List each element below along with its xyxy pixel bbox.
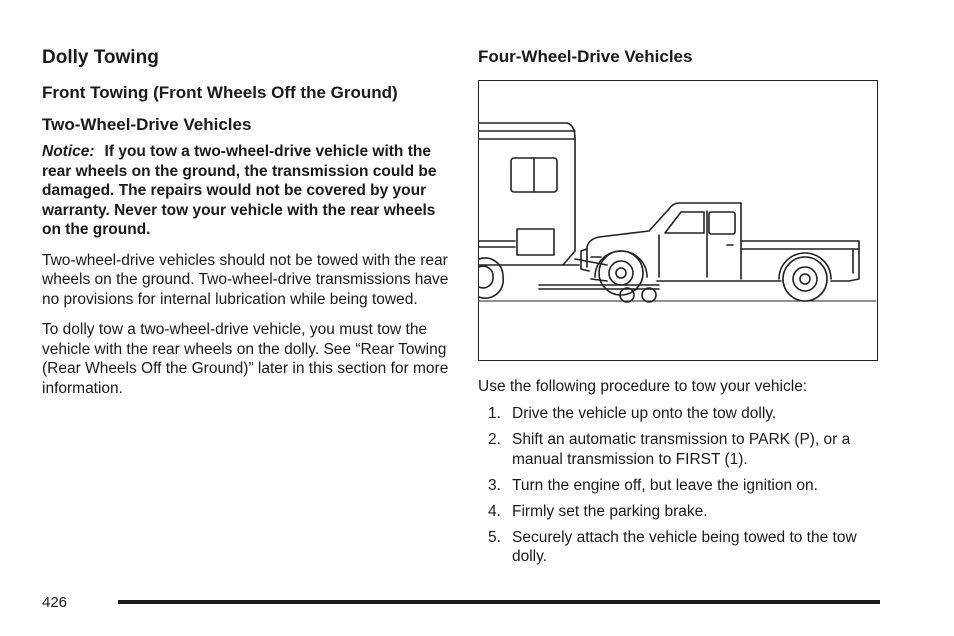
right-column-header: [478, 46, 888, 74]
step-item: 5. Securely attach the vehicle being towed to the tow dolly.: [488, 528, 857, 565]
four-wheel-drive-heading: Four-Wheel-Drive Vehicles: [478, 47, 693, 66]
subsection-heading: Front Towing (Front Wheels Off the Ground): [42, 83, 398, 102]
step-item: 4. Firmly set the parking brake.: [488, 502, 708, 520]
motorhome-towing-pickup-drawing: [479, 81, 876, 359]
dolly-towing-illustration: [478, 80, 878, 361]
body-paragraph-1: Two-wheel-drive vehicles should not be towed with the rear wheels on the ground. Two-wheel-drive transmissions have no provisions for internal lubrication while being towed.: [42, 251, 449, 308]
footer-rule: [118, 600, 880, 604]
body-paragraph-2: To dolly tow a two-wheel-drive vehicle, you must tow the vehicle with the rear wheels on the dolly. See “Rear Towing (Rear Wheels Off the Ground)” later in this section for more information.: [42, 321, 449, 397]
page-title: Dolly Towing: [42, 47, 159, 68]
procedure-intro: Use the following procedure to tow your vehicle:: [478, 378, 808, 395]
step-item: 1. Drive the vehicle up onto the tow dolly.: [488, 405, 777, 422]
procedure-steps: [478, 404, 888, 573]
notice-label: Notice:: [42, 143, 95, 160]
left-column: [42, 46, 452, 409]
step-item: 2. Shift an automatic transmission to PARK (P), or a manual transmission to FIRST (1).: [488, 431, 851, 468]
two-wheel-drive-heading: Two-Wheel-Drive Vehicles: [42, 115, 252, 134]
notice-paragraph: [42, 142, 452, 240]
notice-text: If you tow a two-wheel-drive vehicle with the rear wheels on the ground, the transmission could be damaged. The repairs would not be covered by your warranty. Never tow your vehicle with the rear wheels on the ground.: [42, 143, 437, 238]
step-item: 3. Turn the engine off, but leave the ignition on.: [488, 476, 818, 494]
page-number: 426: [42, 594, 68, 611]
